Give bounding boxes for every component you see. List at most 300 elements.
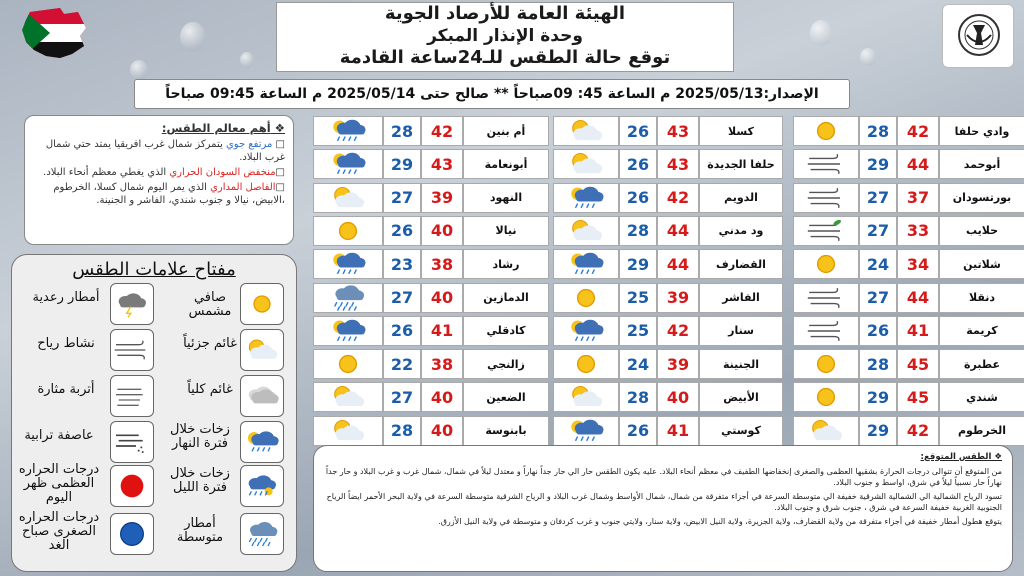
partly-cloudy-icon bbox=[558, 383, 614, 411]
legend-icon-box bbox=[240, 375, 284, 417]
weather-legend bbox=[11, 254, 297, 572]
city-row-left bbox=[313, 349, 549, 379]
day-showers-icon bbox=[558, 250, 614, 278]
sun-icon bbox=[558, 284, 614, 312]
city-name-cell bbox=[463, 416, 549, 446]
min-temp: 26 bbox=[390, 221, 414, 241]
max-temp-cell bbox=[657, 416, 699, 446]
city-row-left bbox=[313, 382, 549, 412]
feature-item: □الفاصل المداري الذي يمر اليوم شمال كسلا، الخرطوم ،الابيض، نيالا و جنوب شندي، الفاشر و الجنينة. bbox=[53, 182, 285, 206]
min-temp: 28 bbox=[626, 221, 650, 241]
max-temp: 40 bbox=[666, 387, 690, 407]
city-name-cell bbox=[463, 183, 549, 213]
weather-icon-cell bbox=[313, 283, 383, 313]
city-name: كسلا bbox=[728, 124, 754, 138]
min-temp: 29 bbox=[626, 254, 650, 274]
weather-icon-cell bbox=[793, 316, 859, 346]
weather-icon-cell bbox=[313, 316, 383, 346]
weather-icon-cell bbox=[313, 149, 383, 179]
max-temp: 40 bbox=[430, 421, 454, 441]
city-name-cell bbox=[463, 216, 549, 246]
max-temp: 44 bbox=[906, 288, 930, 307]
max-temp-cell bbox=[657, 249, 699, 279]
feature-highlight: منخفض السودان الحراري bbox=[169, 167, 276, 178]
logo-emblem-icon bbox=[943, 5, 1015, 69]
weather-icon-cell bbox=[553, 149, 619, 179]
min-temp-cell bbox=[859, 416, 897, 446]
org-title: الهيئة العامة للأرصاد الجوية bbox=[384, 3, 626, 24]
city-name: الفاشر bbox=[722, 291, 760, 304]
legend-icon-box bbox=[110, 421, 154, 463]
city-name-cell bbox=[463, 283, 549, 313]
city-name: النهود bbox=[489, 191, 523, 205]
max-temp: 45 bbox=[906, 387, 930, 407]
legend-icon-box bbox=[240, 421, 284, 463]
max-temp-cell bbox=[421, 183, 463, 213]
dust-icon bbox=[112, 381, 152, 411]
min-temp-cell bbox=[619, 183, 657, 213]
min-temp-cell bbox=[619, 382, 657, 412]
min-temp-cell bbox=[859, 116, 897, 146]
weather-icon-cell bbox=[793, 249, 859, 279]
city-row-left bbox=[313, 316, 549, 346]
wind-icon bbox=[798, 317, 854, 345]
city-name-cell bbox=[939, 216, 1024, 246]
legend-title: مفتاح علامات الطقس bbox=[72, 259, 236, 280]
max-temp-cell bbox=[657, 349, 699, 379]
min-temp-cell bbox=[619, 316, 657, 346]
max-temp-cell bbox=[897, 416, 939, 446]
max-temp-cell bbox=[421, 382, 463, 412]
min-temp-cell bbox=[859, 316, 897, 346]
unit-title: وحدة الإنذار المبكر bbox=[427, 26, 583, 46]
legend-icon-box bbox=[110, 329, 154, 371]
city-name: الدمازين bbox=[483, 291, 529, 304]
day-showers-icon bbox=[558, 317, 614, 345]
max-temp-cell bbox=[421, 216, 463, 246]
max-temp-cell bbox=[657, 116, 699, 146]
day-showers-icon bbox=[558, 417, 614, 445]
legend-label: درجات الحراره الصغرى صباح الغد bbox=[18, 510, 100, 553]
partly-cloudy-icon bbox=[320, 383, 376, 411]
features-title-text: أهم معالم الطقس: bbox=[161, 121, 271, 135]
max-temp: 42 bbox=[666, 188, 690, 208]
city-row-left bbox=[313, 183, 549, 213]
sun-icon bbox=[798, 117, 854, 145]
city-name-cell bbox=[699, 382, 783, 412]
city-name: وادي حلفا bbox=[954, 124, 1010, 138]
city-name: نيالا bbox=[495, 224, 517, 238]
legend-icon-box bbox=[110, 375, 154, 417]
min-temp: 26 bbox=[626, 188, 650, 208]
city-name: شلاتين bbox=[963, 257, 1001, 271]
min-temp-cell bbox=[383, 149, 421, 179]
weather-icon-cell bbox=[553, 116, 619, 146]
city-name-cell bbox=[699, 416, 783, 446]
weather-icon-cell bbox=[793, 183, 859, 213]
max-temp-cell bbox=[897, 316, 939, 346]
city-name: سنار bbox=[728, 324, 754, 338]
city-name: عطبرة bbox=[963, 357, 1001, 371]
legend-label: صافي مشمس bbox=[188, 290, 232, 319]
min-temp: 22 bbox=[390, 354, 414, 374]
min-temp: 26 bbox=[626, 121, 650, 141]
day-showers-icon bbox=[320, 317, 376, 345]
city-name-cell bbox=[939, 183, 1024, 213]
min-temp-cell bbox=[383, 283, 421, 313]
max-temp-cell bbox=[657, 149, 699, 179]
city-name-cell bbox=[699, 316, 783, 346]
min-temp: 28 bbox=[626, 387, 650, 407]
max-temp-cell bbox=[421, 316, 463, 346]
city-row-right bbox=[793, 382, 1024, 412]
city-name: زالنجي bbox=[487, 357, 525, 371]
raindrop-decoration bbox=[860, 48, 876, 66]
max-temp: 40 bbox=[430, 221, 454, 241]
moderate-rain-icon bbox=[242, 519, 282, 549]
city-name: الضعين bbox=[486, 390, 526, 404]
city-name: حلايب bbox=[965, 224, 999, 238]
wind-icon bbox=[798, 150, 854, 178]
city-row-left bbox=[313, 283, 549, 313]
partly-cloudy-icon bbox=[242, 335, 282, 365]
min-temp: 29 bbox=[390, 154, 414, 174]
weather-icon-cell bbox=[313, 249, 383, 279]
min-temp: 28 bbox=[390, 121, 414, 141]
city-name-cell bbox=[699, 216, 783, 246]
city-row-middle bbox=[553, 216, 783, 246]
min-temp: 27 bbox=[866, 221, 890, 241]
max-temp-cell bbox=[897, 382, 939, 412]
feature-text: الذي يغطي معظم أنحاء البلاد. bbox=[43, 167, 170, 178]
moderate-rain-icon bbox=[320, 284, 376, 312]
features-title: ❖ أهم معالم الطقس: bbox=[161, 121, 285, 135]
city-name: أم بنين bbox=[486, 124, 526, 138]
min-temp-cell bbox=[383, 116, 421, 146]
max-temp-cell bbox=[897, 216, 939, 246]
max-temp-cell bbox=[421, 149, 463, 179]
min-temp: 26 bbox=[390, 321, 414, 341]
max-temp: 41 bbox=[430, 321, 454, 341]
legend-label: زخات خلال فترة الليل bbox=[170, 466, 230, 495]
min-temp: 27 bbox=[390, 387, 414, 407]
city-row-right bbox=[793, 183, 1024, 213]
night-showers-icon bbox=[242, 471, 282, 501]
feature-item: □ مرتفع جوي يتمركز شمال غرب افريقيا يمتد حتي شمال غرب البلاد. bbox=[45, 139, 285, 163]
max-temp: 45 bbox=[906, 354, 930, 374]
weather-icon-cell bbox=[793, 116, 859, 146]
partly-cloudy-icon bbox=[320, 417, 376, 445]
max-temp: 34 bbox=[906, 254, 930, 274]
forecast-title-text: الطقس المتوقع: bbox=[920, 452, 992, 462]
max-temp: 44 bbox=[906, 154, 930, 174]
min-temp: 24 bbox=[626, 354, 650, 374]
max-temp-icon bbox=[112, 471, 152, 501]
city-name-cell bbox=[939, 149, 1024, 179]
legend-label: زخات خلال فترة النهار bbox=[170, 422, 230, 451]
forecast-paragraph: يتوقع هطول أمطار خفيفة في أجزاء متفرقة من ولاية القضارف، ولاية الجزيرة، ولاية النيل الابيض، ولاية سنار، ولايتي جنوب و غرب كردفان و متوسطة في ولاية النيل الأزرق. bbox=[438, 517, 1002, 526]
city-name: بورتسودان bbox=[952, 191, 1012, 205]
min-temp: 29 bbox=[866, 154, 890, 174]
city-name-cell bbox=[939, 249, 1024, 279]
city-name-cell bbox=[699, 149, 783, 179]
feature-highlight: مرتفع جوي bbox=[225, 139, 273, 150]
city-name: كريمة bbox=[966, 324, 998, 338]
city-row-right bbox=[793, 416, 1024, 446]
raindrop-decoration bbox=[240, 52, 254, 68]
weather-icon-cell bbox=[793, 349, 859, 379]
city-row-left bbox=[313, 116, 549, 146]
max-temp-cell bbox=[421, 116, 463, 146]
max-temp-cell bbox=[897, 116, 939, 146]
city-row-middle bbox=[553, 316, 783, 346]
weather-icon-cell bbox=[793, 416, 859, 446]
min-temp-cell bbox=[619, 249, 657, 279]
partly-cloudy-icon bbox=[798, 417, 854, 445]
legend-icon-box bbox=[240, 329, 284, 371]
city-name: القضارف bbox=[716, 257, 766, 271]
max-temp: 40 bbox=[430, 288, 454, 307]
weather-icon-cell bbox=[553, 249, 619, 279]
city-row-left bbox=[313, 216, 549, 246]
weather-icon-cell bbox=[313, 349, 383, 379]
city-name: دنقلا bbox=[968, 291, 996, 304]
max-temp: 43 bbox=[666, 121, 690, 141]
min-temp-icon bbox=[112, 519, 152, 549]
city-name-cell bbox=[463, 349, 549, 379]
min-temp: 25 bbox=[626, 288, 650, 307]
min-temp: 26 bbox=[626, 154, 650, 174]
city-name-cell bbox=[463, 149, 549, 179]
city-name: الخرطوم bbox=[958, 424, 1006, 438]
max-temp: 42 bbox=[666, 321, 690, 341]
min-temp: 28 bbox=[390, 421, 414, 441]
city-name: ود مدني bbox=[718, 224, 764, 238]
max-temp: 42 bbox=[430, 121, 454, 141]
city-row-right bbox=[793, 349, 1024, 379]
weather-icon-cell bbox=[313, 416, 383, 446]
min-temp-cell bbox=[859, 183, 897, 213]
legend-icon-box bbox=[240, 465, 284, 507]
city-name-cell bbox=[463, 116, 549, 146]
city-row-right bbox=[793, 216, 1024, 246]
city-name-cell bbox=[939, 116, 1024, 146]
city-name-cell bbox=[699, 183, 783, 213]
city-name: حلفا الجديدة bbox=[707, 157, 775, 171]
max-temp-cell bbox=[897, 283, 939, 313]
duststorm-icon bbox=[112, 427, 152, 457]
legend-label: عاصفة ترابية bbox=[24, 428, 94, 443]
max-temp: 41 bbox=[666, 421, 690, 441]
city-name: الجنينة bbox=[723, 357, 759, 371]
city-row-right bbox=[793, 316, 1024, 346]
max-temp-cell bbox=[897, 183, 939, 213]
max-temp: 43 bbox=[430, 154, 454, 174]
day-showers-icon bbox=[558, 184, 614, 212]
weather-icon-cell bbox=[313, 116, 383, 146]
max-temp-cell bbox=[421, 416, 463, 446]
max-temp-cell bbox=[897, 249, 939, 279]
min-temp: 27 bbox=[390, 288, 414, 307]
legend-icon-box bbox=[110, 283, 154, 325]
max-temp: 41 bbox=[906, 321, 930, 341]
city-row-right bbox=[793, 149, 1024, 179]
city-name: رشاد bbox=[492, 257, 520, 271]
legend-label: نشاط رياح bbox=[37, 336, 95, 351]
wind-icon bbox=[798, 184, 854, 212]
day-showers-icon bbox=[320, 150, 376, 178]
sun-icon bbox=[242, 289, 282, 319]
min-temp: 27 bbox=[390, 188, 414, 208]
city-name: شندي bbox=[966, 390, 998, 404]
weather-icon-cell bbox=[553, 349, 619, 379]
legend-label: غائم كلياً bbox=[187, 382, 233, 397]
city-name: أبونعامة bbox=[484, 157, 528, 171]
legend-label: أمطار رعدية bbox=[32, 290, 100, 305]
feature-text: يتمركز شمال غرب افريقيا يمتد حتي شمال غرب البلاد. bbox=[45, 139, 285, 163]
city-name-cell bbox=[463, 382, 549, 412]
max-temp-cell bbox=[897, 349, 939, 379]
partly-cloudy-icon bbox=[558, 117, 614, 145]
max-temp: 39 bbox=[666, 354, 690, 374]
city-name: الدويم bbox=[724, 191, 758, 205]
raindrop-decoration bbox=[810, 20, 832, 46]
city-row-middle bbox=[553, 249, 783, 279]
raindrop-decoration bbox=[130, 60, 148, 80]
day-showers-icon bbox=[320, 250, 376, 278]
min-temp-cell bbox=[383, 416, 421, 446]
weather-icon-cell bbox=[793, 382, 859, 412]
city-row-right bbox=[793, 283, 1024, 313]
partly-cloudy-icon bbox=[558, 217, 614, 245]
city-row-middle bbox=[553, 149, 783, 179]
max-temp-cell bbox=[421, 283, 463, 313]
partly-cloudy-icon bbox=[320, 184, 376, 212]
max-temp: 37 bbox=[906, 188, 930, 208]
expected-weather-box bbox=[313, 445, 1013, 572]
weather-icon-cell bbox=[553, 183, 619, 213]
min-temp-cell bbox=[383, 316, 421, 346]
min-temp-cell bbox=[383, 349, 421, 379]
legend-label: غائم جزئياً bbox=[183, 336, 237, 351]
max-temp: 43 bbox=[666, 154, 690, 174]
city-name-cell bbox=[939, 349, 1024, 379]
wind-icon bbox=[798, 284, 854, 312]
min-temp: 23 bbox=[390, 254, 414, 274]
city-name-cell bbox=[699, 249, 783, 279]
min-temp-cell bbox=[383, 216, 421, 246]
city-row-middle bbox=[553, 416, 783, 446]
city-row-right bbox=[793, 116, 1024, 146]
weather-icon-cell bbox=[553, 416, 619, 446]
min-temp-cell bbox=[383, 382, 421, 412]
page-header bbox=[276, 2, 734, 72]
min-temp-cell bbox=[859, 382, 897, 412]
city-name-cell bbox=[939, 283, 1024, 313]
weather-icon-cell bbox=[793, 216, 859, 246]
forecast-paragraph: تسود الرياح الشمالية الي الشمالية الشرقية خفيفة الي متوسطة السرعة في أجزاء متفرقة من شمال، شمال الأواسط وشمال غرب البلاد و الرياح الشرقية متوسطة السرعة في ولاية البحر الأحمر ايضاً الرياح الجنوبية الغربية خفيفة السرعة في شرق ، جنوب شرق و جنوب البلاد. bbox=[326, 492, 1002, 512]
min-temp-cell bbox=[619, 116, 657, 146]
sun-icon bbox=[320, 350, 376, 378]
city-row-middle bbox=[553, 349, 783, 379]
sun-icon bbox=[558, 350, 614, 378]
city-row-left bbox=[313, 249, 549, 279]
legend-icon-box bbox=[110, 513, 154, 555]
city-name: كادقلي bbox=[486, 324, 526, 338]
min-temp-cell bbox=[859, 349, 897, 379]
sun-icon bbox=[798, 250, 854, 278]
max-temp-cell bbox=[421, 349, 463, 379]
max-temp: 33 bbox=[906, 221, 930, 241]
city-name-cell bbox=[939, 316, 1024, 346]
city-name-cell bbox=[939, 416, 1024, 446]
forecast-title: توقع حالة الطقس للـ24ساعة القادمة bbox=[339, 47, 671, 68]
legend-icon-box bbox=[240, 283, 284, 325]
weather-icon-cell bbox=[553, 216, 619, 246]
weather-icon-cell bbox=[313, 382, 383, 412]
raindrop-decoration bbox=[180, 22, 206, 52]
min-temp: 27 bbox=[866, 188, 890, 208]
weather-icon-cell bbox=[793, 149, 859, 179]
forecast-paragraph: من المتوقع أن تتوالى درجات الحرارة بشقيها العظمى والصغرى إنخفاضها الطفيف في معظم أنحاء البلاد. عليه يكون الطقس حار الي حار جداً نهاراً و معتدل ليلاً في شمال، شمال غرب و غرب البلاد و حار جداً نهاراً حار نسبياً ليلاً في شرق، اواسط و جنوب البلاد. bbox=[325, 467, 1002, 487]
city-row-middle bbox=[553, 116, 783, 146]
legend-label: أمطار متوسطة bbox=[176, 516, 224, 545]
sun-icon bbox=[798, 350, 854, 378]
max-temp: 42 bbox=[906, 121, 930, 141]
city-name: كوستي bbox=[721, 424, 761, 438]
min-temp: 28 bbox=[866, 354, 890, 374]
city-name: الأبيض bbox=[723, 390, 759, 404]
min-temp: 29 bbox=[866, 387, 890, 407]
city-name-cell bbox=[699, 349, 783, 379]
thunderstorm-icon bbox=[112, 289, 152, 319]
legend-icon-box bbox=[110, 465, 154, 507]
sun-icon bbox=[320, 217, 376, 245]
feature-text: الذي يمر اليوم شمال كسلا، الخرطوم ،الابيض، نيالا و جنوب شندي، الفاشر و الجنينة. bbox=[53, 182, 285, 206]
city-name: بابنوسة bbox=[485, 424, 527, 438]
legend-icon-box bbox=[240, 513, 284, 555]
issue-validity-line: الإصدار:2025/05/13 م الساعة 45: 09صباحاً ** صالح حتى 2025/05/14 م الساعة 09:45 صباحاً bbox=[134, 79, 850, 109]
max-temp-cell bbox=[897, 149, 939, 179]
weather-icon-cell bbox=[553, 283, 619, 313]
weather-icon-cell bbox=[553, 316, 619, 346]
min-temp-cell bbox=[383, 249, 421, 279]
feature-item: □منخفض السودان الحراري الذي يغطي معظم أنحاء البلاد. bbox=[43, 167, 285, 178]
city-row-left bbox=[313, 416, 549, 446]
min-temp: 29 bbox=[866, 421, 890, 441]
forecast-title: ❖ الطقس المتوقع: bbox=[920, 452, 1002, 462]
city-row-middle bbox=[553, 183, 783, 213]
max-temp: 38 bbox=[430, 354, 454, 374]
min-temp: 25 bbox=[626, 321, 650, 341]
min-temp-cell bbox=[619, 149, 657, 179]
min-temp-cell bbox=[619, 416, 657, 446]
min-temp-cell bbox=[383, 183, 421, 213]
min-temp-cell bbox=[859, 149, 897, 179]
city-row-right bbox=[793, 249, 1024, 279]
min-temp-cell bbox=[859, 216, 897, 246]
max-temp-cell bbox=[657, 283, 699, 313]
city-name-cell bbox=[699, 116, 783, 146]
min-temp-cell bbox=[619, 216, 657, 246]
min-temp: 27 bbox=[866, 288, 890, 307]
city-row-middle bbox=[553, 382, 783, 412]
city-name-cell bbox=[939, 382, 1024, 412]
min-temp: 28 bbox=[866, 121, 890, 141]
max-temp-cell bbox=[657, 216, 699, 246]
max-temp: 39 bbox=[430, 188, 454, 208]
max-temp-cell bbox=[421, 249, 463, 279]
